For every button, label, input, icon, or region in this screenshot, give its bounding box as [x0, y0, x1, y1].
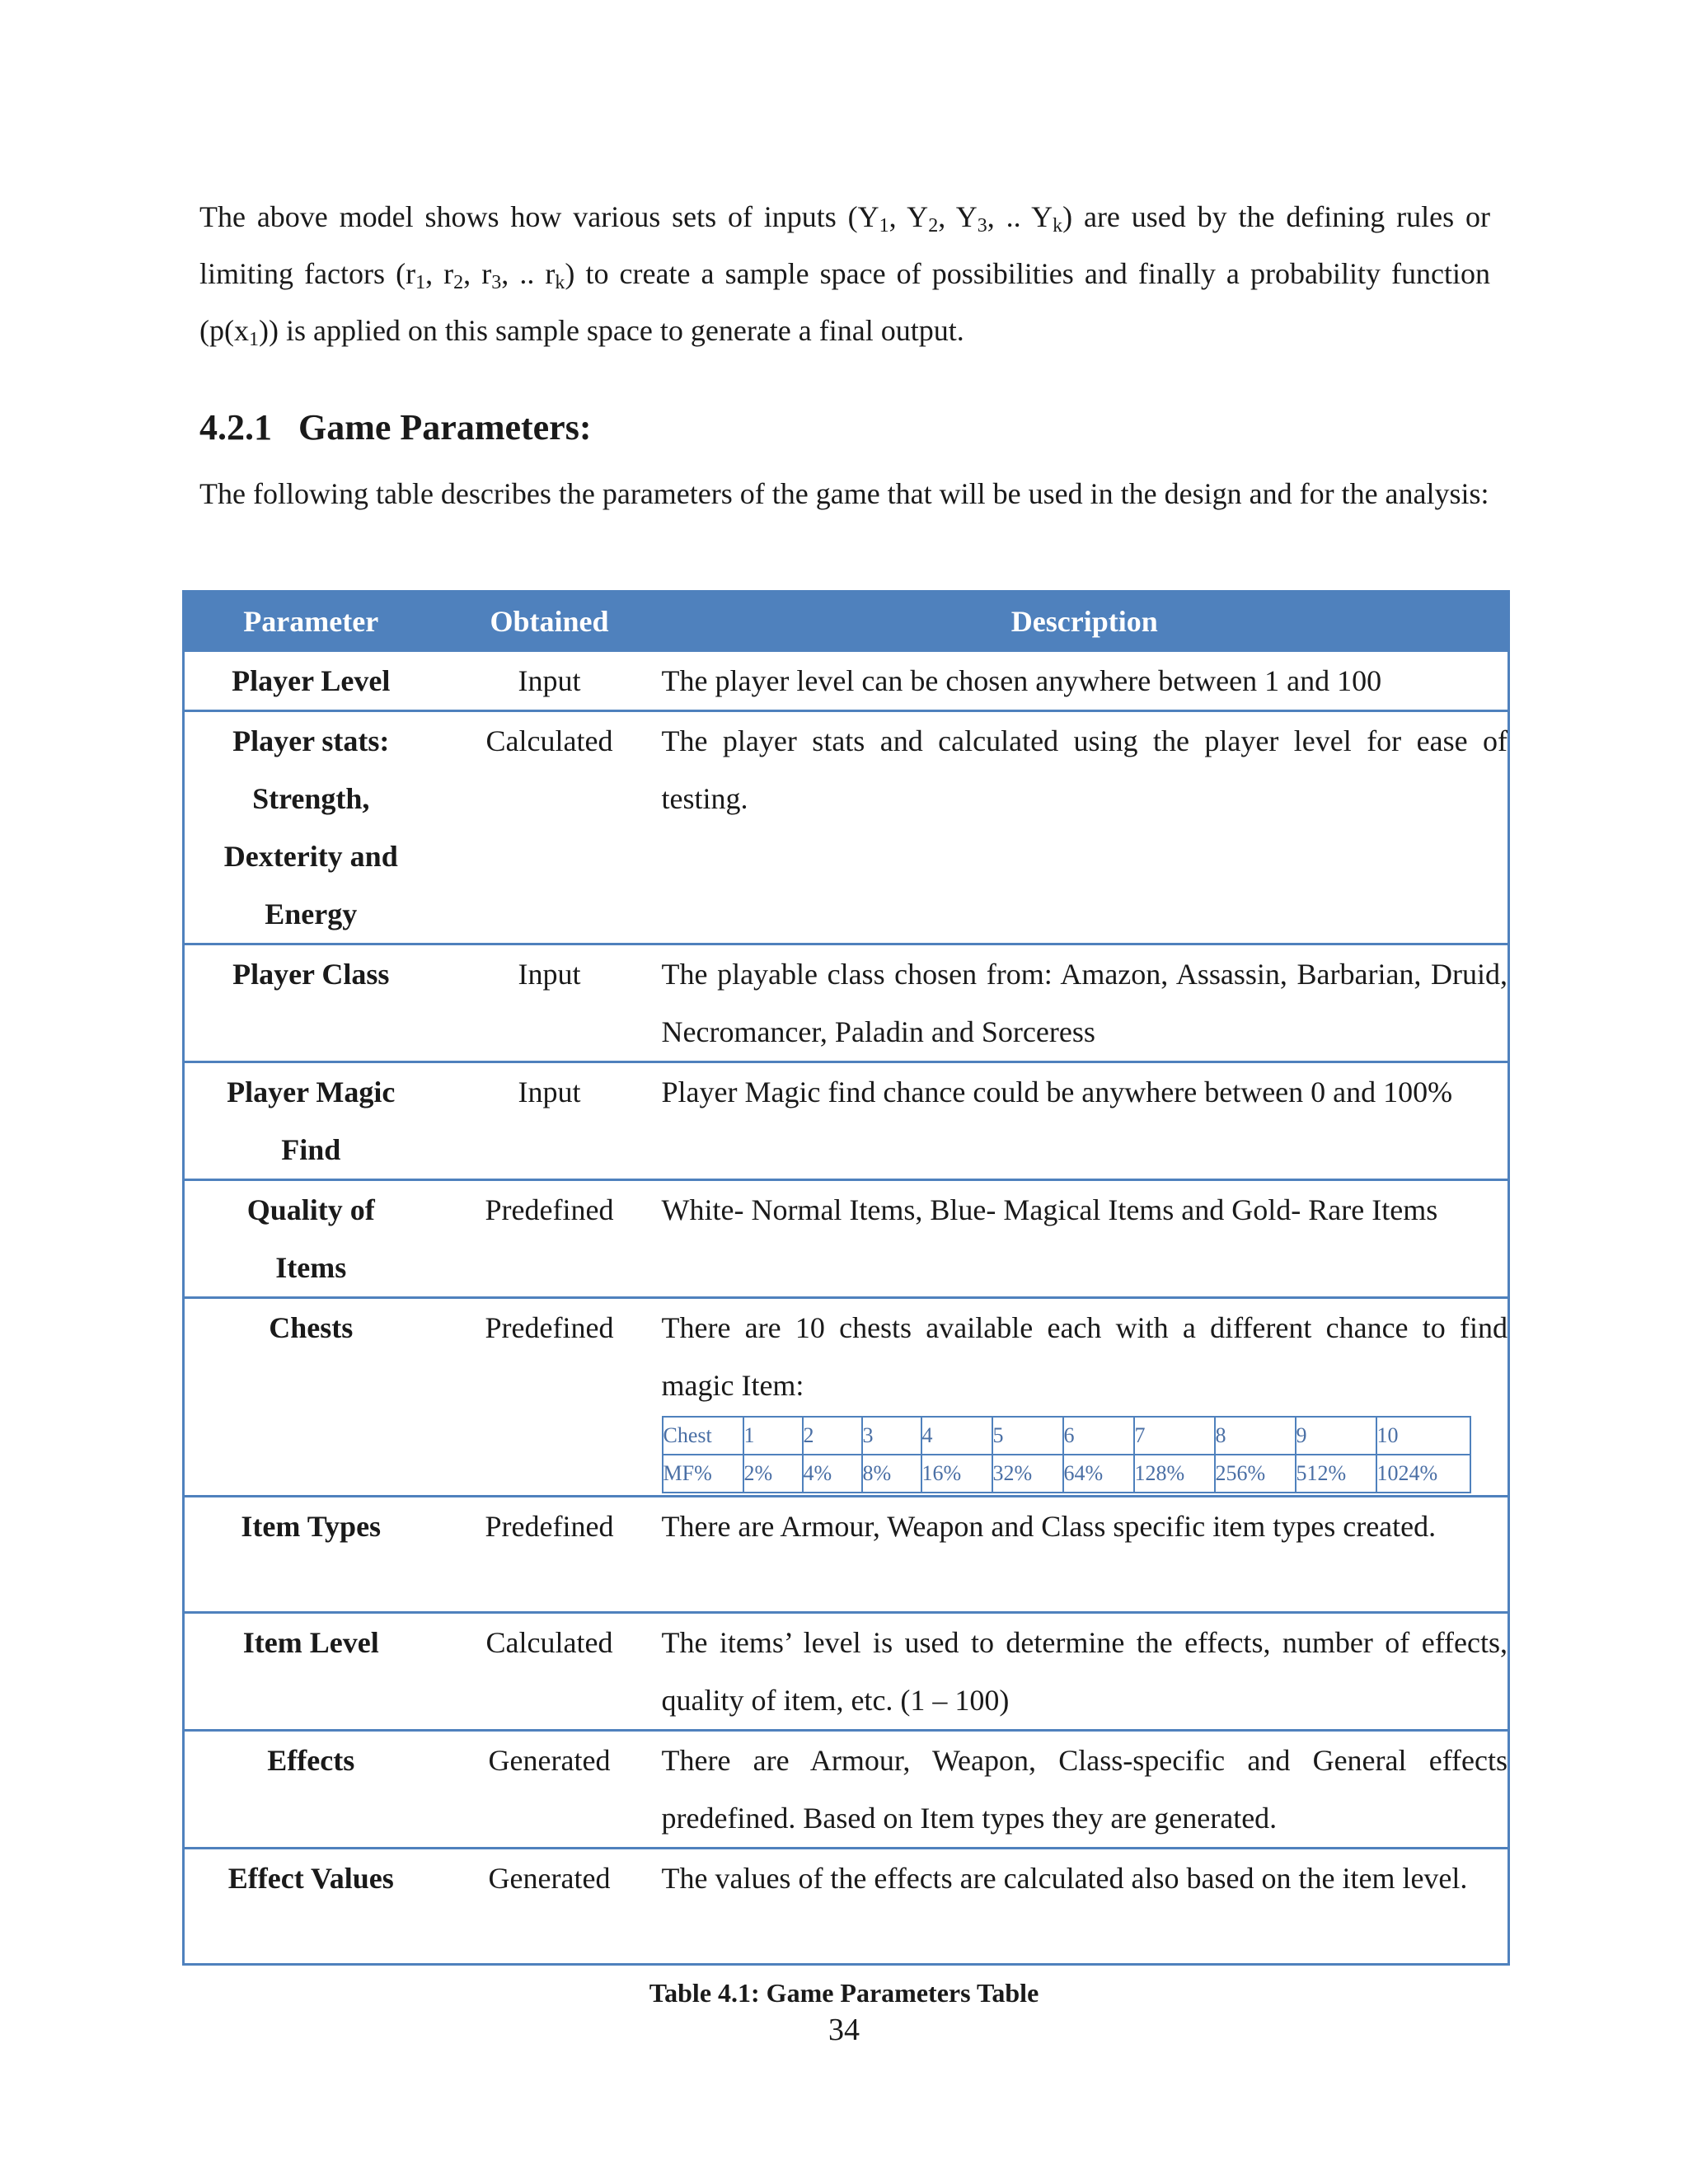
subscript: 1 [415, 272, 426, 293]
intro-text: ) are used by the defining rules or limiting factors (r [199, 200, 1490, 290]
row-parameter: Item Level [184, 1613, 438, 1731]
table-row [184, 651, 1509, 711]
table-description: The following table describes the parameters of the game that will be used in the design and for the analysis: [199, 477, 1489, 510]
row-description: There are 10 chests available each with a different chance to find magic Item: [661, 1311, 1507, 1402]
row-description: The player stats and calculated using the player level for ease of testing. [662, 711, 1509, 944]
table-row [184, 1849, 1509, 1965]
header-description: Description [662, 592, 1509, 651]
mf-value: 256% [1215, 1455, 1296, 1493]
mf-value: 16% [921, 1455, 992, 1493]
chest-label: Chest [663, 1417, 743, 1455]
chest-number: 9 [1296, 1417, 1376, 1455]
row-obtained: Predefined [438, 1180, 662, 1298]
subscript: 1 [879, 215, 889, 237]
subscript: k [555, 272, 565, 293]
table-caption: Table 4.1: Game Parameters Table [649, 1978, 1039, 2008]
intro-text: , .. r [501, 257, 556, 290]
chest-number: 7 [1134, 1417, 1215, 1455]
intro-text: , .. Y [987, 200, 1053, 233]
section-heading [199, 403, 591, 452]
mf-value: 512% [1296, 1455, 1376, 1493]
mf-value: 32% [992, 1455, 1063, 1493]
row-description: White- Normal Items, Blue- Magical Items and Gold- Rare Items [662, 1180, 1509, 1298]
row-obtained: Calculated [438, 711, 662, 944]
mf-value: 4% [803, 1455, 862, 1493]
row-obtained: Input [438, 1062, 662, 1180]
parameters-table [182, 590, 1510, 1966]
table-header-row [184, 592, 1509, 651]
chest-number: 10 [1376, 1417, 1470, 1455]
subscript: 1 [248, 329, 259, 350]
page-number: 34 [828, 2013, 860, 2047]
table-row [184, 1062, 1509, 1180]
subscript: 2 [928, 215, 939, 237]
chest-number: 2 [803, 1417, 862, 1455]
row-description: There are Armour, Weapon, Class-specific and General effects predefined. Based on Item types they are generated. [662, 1731, 1509, 1849]
row-description: The player level can be chosen anywhere between 1 and 100 [662, 651, 1509, 711]
table-row [184, 944, 1509, 1062]
section-title: Game Parameters: [298, 407, 592, 448]
table-row [184, 1731, 1509, 1849]
chest-number: 6 [1063, 1417, 1134, 1455]
row-parameter: Item Types [184, 1497, 438, 1613]
chest-number: 8 [1215, 1417, 1296, 1455]
row-obtained: Input [438, 944, 662, 1062]
chest-row [663, 1417, 1470, 1455]
mf-row [663, 1455, 1470, 1493]
mf-value: 64% [1063, 1455, 1134, 1493]
row-obtained: Predefined [438, 1298, 662, 1497]
chest-number: 3 [862, 1417, 921, 1455]
intro-text: , r [463, 257, 492, 290]
row-parameter: Player stats: Strength, Dexterity and Energy [184, 711, 438, 944]
mf-value: 128% [1134, 1455, 1215, 1493]
row-description: The values of the effects are calculated also based on the item level. [662, 1849, 1509, 1965]
table-row [184, 1180, 1509, 1298]
intro-text: , r [425, 257, 454, 290]
chest-mf-table [662, 1416, 1471, 1493]
row-description: The items’ level is used to determine the effects, number of effects, quality of item, etc. (1 – 100) [662, 1613, 1509, 1731]
row-parameter: Player Level [184, 651, 438, 711]
intro-text: , Y [889, 200, 929, 233]
header-obtained: Obtained [438, 592, 662, 651]
row-parameter: Player Magic Find [184, 1062, 438, 1180]
subscript: 2 [453, 272, 464, 293]
row-obtained: Predefined [438, 1497, 662, 1613]
header-parameter: Parameter [184, 592, 438, 651]
table-row [184, 1497, 1509, 1613]
intro-text: ) to create a sample space of possibilities and finally a probability function (p(x [199, 257, 1491, 347]
intro-paragraph [199, 189, 1490, 359]
mf-value: 2% [743, 1455, 803, 1493]
intro-text: , Y [938, 200, 978, 233]
chest-number: 1 [743, 1417, 803, 1455]
intro-text: The above model shows how various sets of inputs (Y [199, 200, 879, 233]
subscript: 3 [977, 215, 987, 237]
row-obtained: Generated [438, 1849, 662, 1965]
section-number: 4.2.1 [199, 407, 272, 448]
row-obtained: Generated [438, 1731, 662, 1849]
row-obtained: Calculated [438, 1613, 662, 1731]
row-parameter: Effects [184, 1731, 438, 1849]
row-description-cell [662, 1298, 1509, 1497]
table-row [184, 1298, 1509, 1497]
row-parameter: Effect Values [184, 1849, 438, 1965]
chest-number: 4 [921, 1417, 992, 1455]
row-description: There are Armour, Weapon and Class specific item types created. [662, 1497, 1509, 1613]
row-description: The playable class chosen from: Amazon, Assassin, Barbarian, Druid, Necromancer, Paladin and Sorceress [662, 944, 1509, 1062]
mf-value: 1024% [1376, 1455, 1470, 1493]
subscript: 3 [491, 272, 502, 293]
intro-text: )) is applied on this sample space to generate a final output. [258, 314, 964, 347]
row-obtained: Input [438, 651, 662, 711]
row-parameter: Chests [184, 1298, 438, 1497]
table-row [184, 1613, 1509, 1731]
mf-value: 8% [862, 1455, 921, 1493]
row-parameter: Player Class [184, 944, 438, 1062]
row-description: Player Magic find chance could be anywhere between 0 and 100% [662, 1062, 1509, 1180]
subscript: k [1053, 215, 1063, 237]
mf-label: MF% [663, 1455, 743, 1493]
row-parameter: Quality of Items [184, 1180, 438, 1298]
table-row [184, 711, 1509, 944]
chest-number: 5 [992, 1417, 1063, 1455]
